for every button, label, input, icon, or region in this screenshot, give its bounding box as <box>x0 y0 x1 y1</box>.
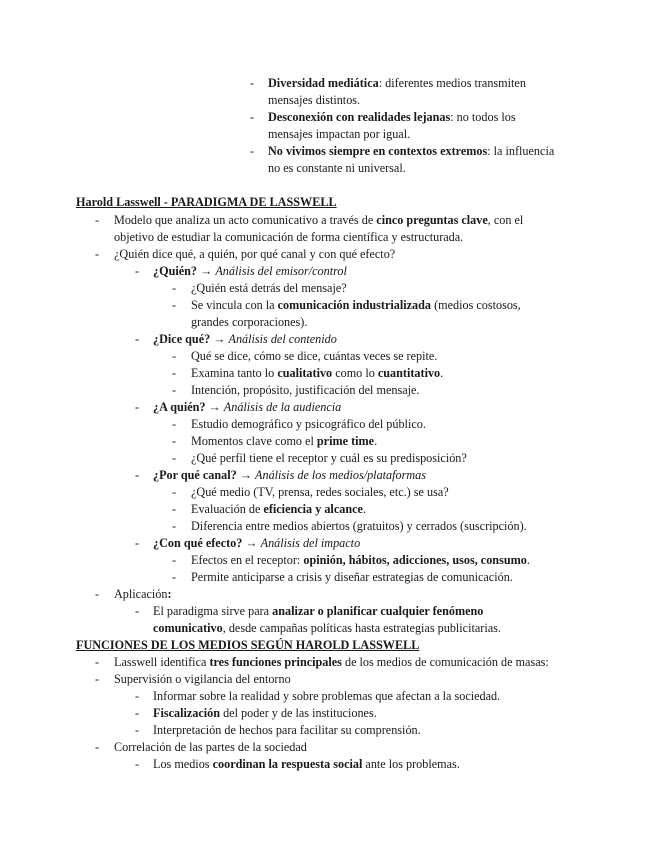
list-dash: - <box>135 264 140 278</box>
bold-term: tres funciones principales <box>209 655 342 669</box>
list-dash: - <box>172 417 177 431</box>
list-item <box>153 603 483 620</box>
bold-term: opinión, hábitos, adicciones, usos, consumo <box>303 553 527 567</box>
bold-term: : <box>167 587 172 601</box>
list-item: Qué se dice, cómo se dice, cuántas veces se repite. <box>191 349 438 363</box>
bold-term: comunicación industrializada <box>277 298 432 312</box>
list-dash: - <box>135 400 140 414</box>
list-item: Diferencia entre medios abiertos (gratuitos) y cerrados (suscripción). <box>191 519 527 533</box>
list-item <box>153 705 377 722</box>
list-item <box>114 212 523 229</box>
list-item: Supervisión o vigilancia del entorno <box>114 672 291 686</box>
subheading-a-quien <box>153 399 341 416</box>
bold-term: ¿Con qué efecto? <box>153 536 243 550</box>
list-dash: - <box>172 366 177 380</box>
list-dash: - <box>95 672 100 686</box>
list-text: . <box>362 502 366 516</box>
list-dash: - <box>95 655 100 669</box>
bold-term: ¿A quién? <box>153 400 206 414</box>
list-item-continuation: no es constante ni universal. <box>268 161 406 175</box>
bold-term: Fiscalización <box>153 706 221 720</box>
list-item <box>268 109 516 126</box>
italic-term: Análisis de los medios/plataformas <box>255 468 427 482</box>
list-item: Permite anticiparse a crisis y diseñar estrategias de comunicación. <box>191 570 513 584</box>
list-dash: - <box>135 604 140 618</box>
list-dash: - <box>135 689 140 703</box>
list-dash: - <box>172 519 177 533</box>
bold-term: Diversidad mediática <box>268 76 379 90</box>
list-text: de los medios de comunicación de masas: <box>341 655 549 669</box>
list-dash: - <box>172 553 177 567</box>
list-dash: - <box>172 502 177 516</box>
arrow-icon: → <box>236 468 256 482</box>
bold-term: cinco preguntas clave <box>376 213 488 227</box>
list-item-continuation: grandes corporaciones). <box>191 315 308 329</box>
list-text: Lasswell identifica <box>114 655 210 669</box>
subheading-canal <box>153 467 426 484</box>
list-dash: - <box>95 587 100 601</box>
list-dash: - <box>172 383 177 397</box>
list-text: Se vincula con la <box>191 298 278 312</box>
list-dash: - <box>135 332 140 346</box>
bold-term: ¿Dice qué? <box>153 332 211 346</box>
list-dash: - <box>135 723 140 737</box>
bold-term: cuantitativo <box>377 366 441 380</box>
list-text: . <box>374 434 378 448</box>
list-dash: - <box>95 247 100 261</box>
list-item <box>191 433 377 450</box>
list-dash: - <box>135 468 140 482</box>
subheading-quien <box>153 263 347 280</box>
list-text: Examina tanto lo <box>191 366 278 380</box>
list-text: Aplicación <box>114 587 168 601</box>
list-item <box>153 756 460 773</box>
list-dash: - <box>135 706 140 720</box>
list-item-continuation: mensajes distintos. <box>268 93 361 107</box>
list-dash: - <box>172 349 177 363</box>
bold-term: Desconexión con realidades lejanas <box>268 110 451 124</box>
list-dash: - <box>135 757 140 771</box>
list-item: ¿Qué medio (TV, prensa, redes sociales, etc.) se usa? <box>191 485 449 499</box>
list-text: : no todos los <box>450 110 516 124</box>
list-text: del poder y de las instituciones. <box>220 706 377 720</box>
list-item: Correlación de las partes de la sociedad <box>114 740 307 754</box>
list-item <box>268 75 526 92</box>
bold-term: No vivimos siempre en contextos extremos <box>268 144 488 158</box>
list-dash: - <box>135 536 140 550</box>
list-text: Evaluación de <box>191 502 264 516</box>
list-item <box>191 297 521 314</box>
list-item: ¿Quién dice qué, a quién, por qué canal y con qué efecto? <box>114 247 396 261</box>
list-text: Efectos en el receptor: <box>191 553 304 567</box>
list-text: El paradigma sirve para <box>153 604 273 618</box>
list-text: . <box>440 366 444 380</box>
list-text: . <box>526 553 530 567</box>
list-item-continuation <box>153 620 501 637</box>
list-text: : diferentes medios transmiten <box>378 76 526 90</box>
list-dash: - <box>172 281 177 295</box>
list-text: Modelo que analiza un acto comunicativo a través de <box>114 213 377 227</box>
bold-term: coordinan la respuesta social <box>212 757 363 771</box>
arrow-icon: → <box>210 332 229 346</box>
list-text: , con el <box>487 213 524 227</box>
list-dash: - <box>172 434 177 448</box>
list-item <box>114 586 172 603</box>
arrow-icon: → <box>205 400 224 414</box>
list-item <box>268 143 554 160</box>
list-item-continuation: objetivo de estudiar la comunicación de forma científica y estructurada. <box>114 230 464 244</box>
list-dash: - <box>172 485 177 499</box>
subheading-dice <box>153 331 337 348</box>
list-text: como lo <box>332 366 378 380</box>
list-dash: - <box>172 298 177 312</box>
list-dash: - <box>250 76 255 90</box>
list-item <box>114 654 549 671</box>
subheading-efecto <box>153 535 360 552</box>
list-dash: - <box>95 740 100 754</box>
list-dash: - <box>172 451 177 465</box>
list-dash: - <box>172 570 177 584</box>
bold-term: analizar o planificar cualquier fenómeno <box>272 604 484 618</box>
list-item-continuation: mensajes impactan por igual. <box>268 127 411 141</box>
bold-term: eficiencia y alcance <box>263 502 363 516</box>
list-item: Interpretación de hechos para facilitar su comprensión. <box>153 723 421 737</box>
list-text: Momentos clave como el <box>191 434 317 448</box>
bold-term: prime time <box>316 434 375 448</box>
section-heading: Harold Lasswell - PARADIGMA DE LASSWELL <box>76 195 337 209</box>
list-dash: - <box>250 144 255 158</box>
bold-term: ¿Quién? <box>153 264 198 278</box>
list-text: : la influencia <box>487 144 555 158</box>
list-item: ¿Qué perfil tiene el receptor y cuál es su predisposición? <box>191 451 467 465</box>
arrow-icon: → <box>242 536 261 550</box>
list-item <box>191 552 530 569</box>
italic-term: Análisis del emisor/control <box>215 264 347 278</box>
list-item: Estudio demográfico y psicográfico del público. <box>191 417 426 431</box>
list-text: Los medios <box>153 757 213 771</box>
bold-term: ¿Por qué canal? <box>153 468 237 482</box>
section-heading: FUNCIONES DE LOS MEDIOS SEGÚN HAROLD LASSWELL <box>76 638 420 652</box>
list-text: ante los problemas. <box>362 757 460 771</box>
italic-term: Análisis de la audiencia <box>223 400 342 414</box>
list-item: Informar sobre la realidad y sobre problemas que afectan a la sociedad. <box>153 689 501 703</box>
italic-term: Análisis del impacto <box>260 536 361 550</box>
bold-term: cualitativo <box>277 366 333 380</box>
bold-term: comunicativo <box>153 621 223 635</box>
list-item: Intención, propósito, justificación del mensaje. <box>191 383 420 397</box>
list-text: , desde campañas políticas hasta estrategias publicitarias. <box>222 621 501 635</box>
list-item: ¿Quién está detrás del mensaje? <box>191 281 347 295</box>
list-dash: - <box>95 213 100 227</box>
list-item <box>191 501 366 518</box>
list-text: (medios costosos, <box>431 298 521 312</box>
list-item <box>191 365 443 382</box>
list-dash: - <box>250 110 255 124</box>
arrow-icon: → <box>197 264 216 278</box>
italic-term: Análisis del contenido <box>228 332 337 346</box>
